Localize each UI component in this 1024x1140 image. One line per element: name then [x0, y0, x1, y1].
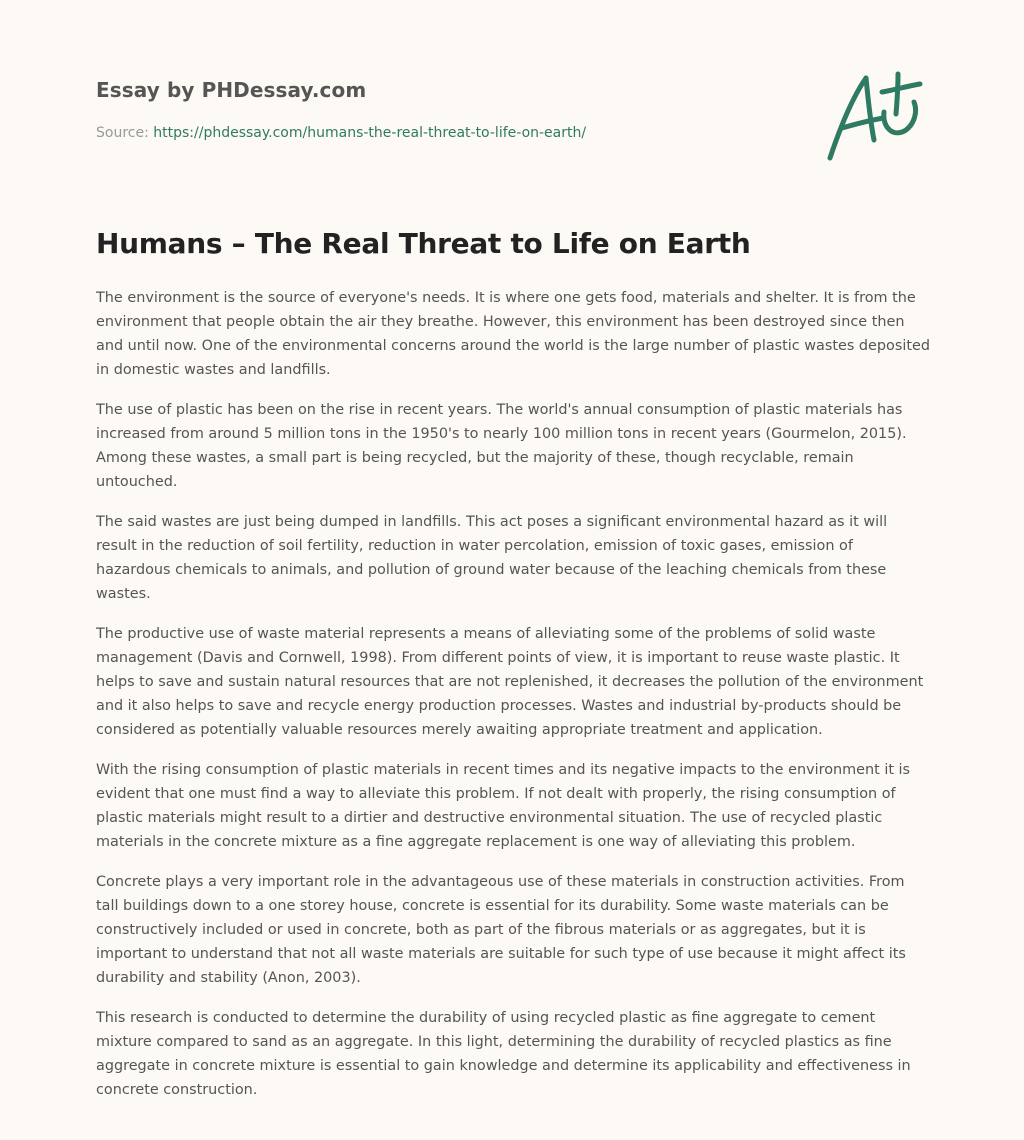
paragraph-2: The use of plastic has been on the rise in recent years. The world's annual consumption of plastic materials has increased from around 5 million tons in the 1950's to nearly 100 million tons in recent years (Gourmelon, 2015). Among these wastes, a small part is being recycled, but the majority of these, though recyclable, remain untouched. [96, 402, 907, 490]
a-plus-logo-icon [822, 68, 932, 164]
paragraph-1: The environment is the source of everyone's needs. It is where one gets food, materials and shelter. It is from the environment that people obtain the air they breathe. However, this environment has been destroyed since then and until now. One of the environmental concerns around the world is the large number of plastic wastes deposited in domestic wastes and landfills. [96, 290, 930, 378]
source-link[interactable]: https://phdessay.com/humans-the-real-threat-to-life-on-earth/ [153, 125, 587, 141]
paragraph-6: Concrete plays a very important role in the advantageous use of these materials in construction activities. From tall buildings down to a one storey house, concrete is essential for its durability. Some waste materials can be constructively included or used in concrete, both as part of the fibrous materials or as aggregates, but it is important to understand that not all waste materials are suitable for such type of use because it might affect its durability and stability (Anon, 2003). [96, 874, 906, 986]
essay-header [96, 78, 796, 142]
paragraph-3: The said wastes are just being dumped in landfills. This act poses a significant environmental hazard as it will result in the reduction of soil fertility, reduction in water percolation, emission of toxic gases, emission of hazardous chemicals to animals, and pollution of ground water because of the leaching chemicals from these wastes. [96, 514, 888, 602]
source-line [96, 124, 796, 142]
paragraph-7: This research is conducted to determine the durability of using recycled plastic as fine aggregate to cement mixture compared to sand as an aggregate. In this light, determining the durability of recycled plastics as fine aggregate in concrete mixture is essential to gain knowledge and determine its applicability and effectiveness in concrete construction. [96, 1010, 911, 1098]
paragraph-4: The productive use of waste material represents a means of alleviating some of the problems of solid waste management (Davis and Cornwell, 1998). From different points of view, it is important to reuse waste plastic. It helps to save and sustain natural resources that are not replenished, it decreases the pollution of the environment and it also helps to save and recycle energy production processes. Wastes and industrial by-products should be considered as potentially valuable resources merely awaiting appropriate treatment and application. [96, 626, 924, 738]
essay-body [96, 286, 930, 1118]
brand-name: Essay by PHDessay.com [96, 78, 367, 102]
paragraph-5: With the rising consumption of plastic materials in recent times and its negative impacts to the environment it is evident that one must find a way to alleviate this problem. If not dealt with properly, the rising consumption of plastic materials might result to a dirtier and destructive environmental situation. The use of recycled plastic materials in the concrete mixture as a fine aggregate replacement is one way of alleviating this problem. [96, 762, 911, 850]
essay-title: Humans – The Real Threat to Life on Earth [96, 227, 751, 260]
source-label: Source: [96, 125, 149, 141]
